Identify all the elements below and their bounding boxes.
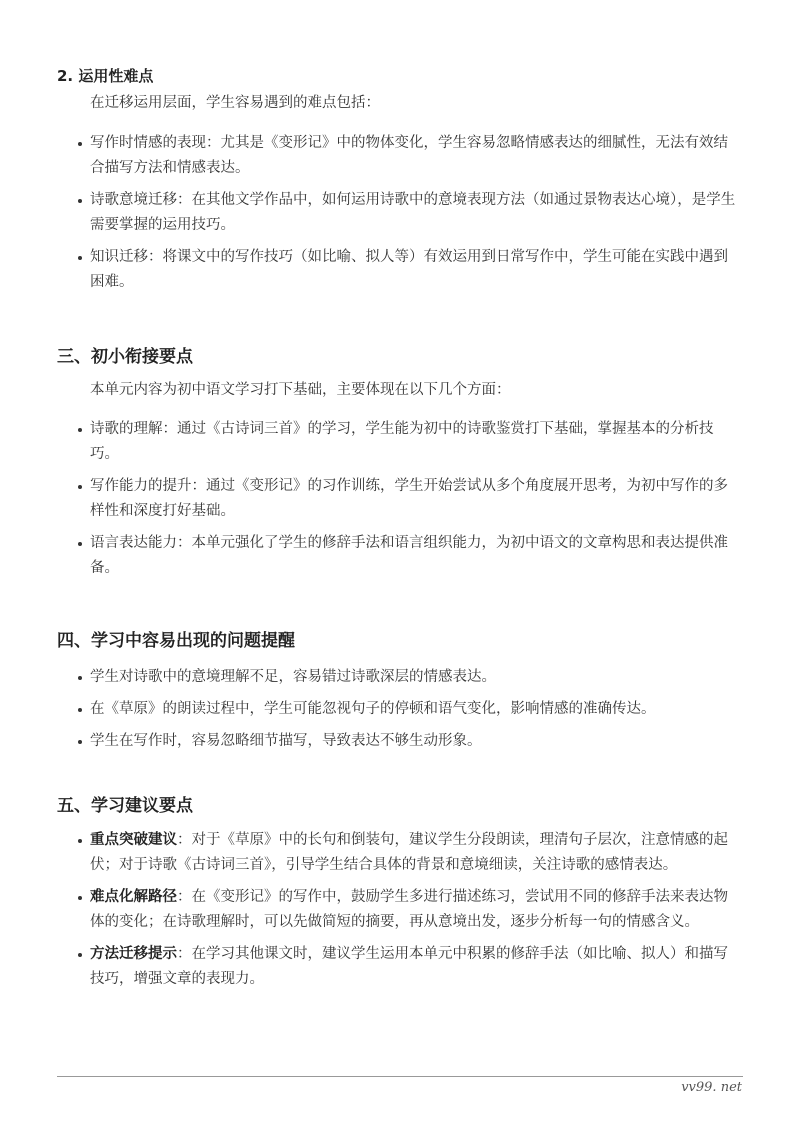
item-text: ：在《变形记》的写作中，鼓励学生多进行描述练习，尝试用不同的修辞手法来表达物体的变化；在诗歌理解时，可以先做简短的摘要，再从意境出发，逐步分析每一句的情感含义。 xyxy=(90,889,728,930)
section-heading xyxy=(57,65,747,86)
bullet-list xyxy=(78,828,738,999)
bullet-list xyxy=(78,665,738,761)
heading-text: 三、初小衔接要点 xyxy=(57,347,193,367)
list-item: 知识迁移：将课文中的写作技巧（如比喻、拟人等）有效运用到日常写作中，学生可能在实践中遇到困难。 xyxy=(78,245,738,295)
list-item: 诗歌意境迁移：在其他文学作品中，如何运用诗歌中的意境表现方法（如通过景物表达心境），是学生需要掌握的运用技巧。 xyxy=(78,188,738,238)
list-item: 在《草原》的朗读过程中，学生可能忽视句子的停顿和语气变化，影响情感的准确传达。 xyxy=(78,697,738,722)
list-item: 学生对诗歌中的意境理解不足，容易错过诗歌深层的情感表达。 xyxy=(78,665,738,690)
section-heading xyxy=(57,342,747,367)
list-item: 诗歌的理解：通过《古诗词三首》的学习，学生能为初中的诗歌鉴赏打下基础，掌握基本的分析技巧。 xyxy=(78,417,738,467)
intro-text: 本单元内容为初中语文学习打下基础，主要体现在以下几个方面： xyxy=(90,382,511,398)
list-item: 语言表达能力：本单元强化了学生的修辞手法和语言组织能力，为初中语文的文章构思和表达提供准备。 xyxy=(78,531,738,581)
list-item: 学生在写作时，容易忽略细节描写，导致表达不够生动形象。 xyxy=(78,729,738,754)
heading-text: 2. 运用性难点 xyxy=(57,67,154,85)
item-label: 重点突破建议 xyxy=(90,832,177,848)
footer-text: vv99. net xyxy=(681,1080,742,1095)
heading-text: 五、学习建议要点 xyxy=(57,796,193,816)
item-text: ：对于《草原》中的长句和倒装句，建议学生分段朗读，理清句子层次，注意情感的起伏；对于诗歌《古诗词三首》，引导学生结合具体的背景和意境细读，关注诗歌的感情表达。 xyxy=(90,832,728,873)
item-label: 方法迁移提示 xyxy=(90,946,177,962)
list-item xyxy=(78,885,738,935)
section-heading xyxy=(57,791,747,816)
intro-text: 在迁移运用层面，学生容易遇到的难点包括： xyxy=(90,95,380,111)
bullet-list xyxy=(78,131,738,302)
bullet-list xyxy=(78,417,738,588)
watermark: vv99.net xyxy=(295,1000,658,1082)
item-text: ：在学习其他课文时，建议学生运用本单元中积累的修辞手法（如比喻、拟人）和描写技巧，增强文章的表现力。 xyxy=(90,946,728,987)
item-label: 难点化解路径 xyxy=(90,889,177,905)
list-item: 写作时情感的表现：尤其是《变形记》中的物体变化，学生容易忽略情感表达的细腻性，无法有效结合描写方法和情感表达。 xyxy=(78,131,738,181)
list-item xyxy=(78,942,738,992)
section-heading xyxy=(57,626,747,651)
list-item xyxy=(78,828,738,878)
footer-divider xyxy=(57,1076,743,1077)
list-item: 写作能力的提升：通过《变形记》的习作训练，学生开始尝试从多个角度展开思考，为初中写作的多样性和深度打好基础。 xyxy=(78,474,738,524)
heading-text: 四、学习中容易出现的问题提醒 xyxy=(57,631,295,651)
